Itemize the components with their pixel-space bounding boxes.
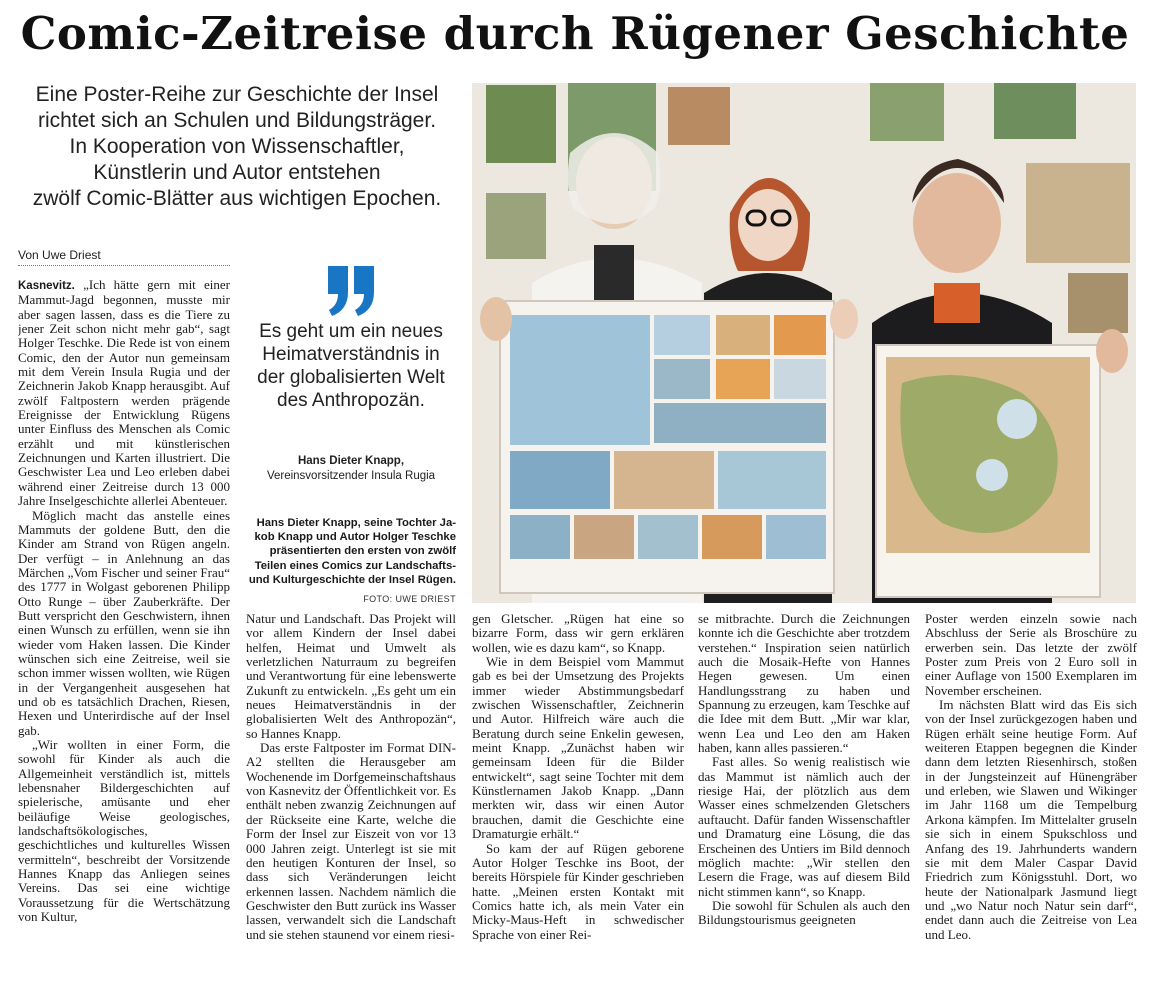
article-paragraph	[18, 278, 230, 509]
subhead-line: Eine Poster-Reihe zur Geschichte der Insel	[35, 83, 439, 106]
article-column-4	[698, 612, 910, 990]
caption-line: Hans Dieter Knapp, seine Tochter Ja-	[256, 517, 456, 529]
article-paragraph: Poster werden einzeln sowie nach Abschluss der Serie als Broschüre zu erwerben sein. Das letzte der zwölf Poster zum Preis von 2 Euro soll in einer Auflage von 1500 Exemplaren im November erscheinen.	[925, 612, 1137, 698]
article-paragraph: gen Gletscher. „Rügen hat eine so bizarre Form, dass wir gern erklären wollen, wie es dazu kam“, so Knapp.	[472, 612, 684, 655]
article-paragraph: Möglich macht das anstelle eines Mammuts der goldene Butt, den die Kinder am Strand von Rügen angeln. Der verfügt – in Anlehnung an das Märchen „Vom Fischer und seiner Frau“ des 1777 in Wolgast geborenen Philipp Otto Runge – über Zauberkräfte. Der Butt verspricht den Geschwistern, ihnen einen Wunsch zu erfüllen, wenn sie ihn wieder vom Haken lassen. Die Kinder wünschen sich eine Zeitreise, weil sie schon immer wissen wollten, wie Rügen in der Vergangenheit ausgesehen hat und ob es tatsächlich Drachen, Riesen, Hexen und Unterirdische auf der Insel gab.	[18, 507, 230, 738]
subhead-line: In Kooperation von Wissenschaftler,	[69, 135, 405, 158]
paragraph-text: „Ich hätte gern mit einer Mammut-Jagd begonnen, musste mir aber sagen lassen, dass es die Tiere zu jener Zeit schon nicht mehr gab“, sagt Holger Teschke. Die Rede ist von einem Comic, den der Autor nun gemeinsam mit dem Verein Insula Rugia und der Zeichnerin Jakob Knapp herausgibt. Auf zwölf Faltpostern werden prägende Ereignisse der Entwicklung Rügens unter Einfluss des Menschen als Comic erzählt und mit künstlerischen Zeichnungen und Karten illustriert. Die Geschwister Lea und Leo erleben dabei während einer Zeitreise durch 13 000 Jahre Inselgeschichte allerlei Abenteuer.	[18, 278, 230, 509]
photo-credit: FOTO: UWE DRIEST	[363, 594, 456, 604]
dateline: Kasnevitz.	[18, 280, 75, 292]
article-paragraph: Fast alles. So wenig realistisch wie das Mammut ist nämlich auch der riesige Hai, der plötzlich aus dem Wasser eines schmelzenden Gletschers auftaucht. Dafür fanden Wissenschaftler und Dramaturg eine Lösung, die das Erscheinen des Untiers im Bild dennoch möglich machte: „Wir stellen den Lesern die Frage, was auf diesem Bild nicht stimmen kann“, so Knapp.	[698, 754, 910, 899]
quote-author-role: Vereinsvorsitzender Insula Rugia	[266, 470, 436, 482]
article-photo	[472, 83, 1136, 603]
quote-mark-icon	[322, 266, 378, 316]
pull-quote-text: Es geht um ein neues Heimatverständnis in der globalisierten Welt des Anthropozän.	[257, 321, 445, 411]
article-paragraph: So kam der auf Rügen geborene Autor Holger Teschke ins Boot, der bereits Hörspiele für Kinder geschrieben hatte. „Meinen ersten Kontakt mit Comics hatte ich, als mein Vater ein Micky-Maus-Heft in schwedischer Sprache von einer Rei-	[472, 840, 684, 942]
article-column-3	[472, 612, 684, 990]
article-paragraph: „Wir wollten in einer Form, die sowohl für Kinder als auch die Allgemeinheit verständlich ist, mittels lebensnaher Bildergeschichten auf spielerische, amüsante und eher beiläufige Weise geologisches, landschaftsökologisches, geschichtliches und kulturelles Wissen vermitteln“, beschreibt der Vorsitzende Hannes Knapp das Anliegen seines Vereins. Das sei eine wichtige Voraussetzung für die Wertschätzung von Kultur,	[18, 737, 230, 925]
photo-illustration	[472, 83, 1136, 603]
subhead-line: richtet sich an Schulen und Bildungsträger.	[37, 109, 437, 132]
article-paragraph: Wie in dem Beispiel vom Mammut gab es bei der Umsetzung des Projekts immer wieder Abstimmungsbedarf zwischen Wissenschaftler, Zeichnerin und Autor. Hilfreich wäre auch die Beratung durch seine Enkelin gewesen, meint Knapp. „Zunächst haben wir gemeinsam Ideen für die Bilder entwickelt“, sagt seine Tochter mit dem Künstlernamen Jakob Knapp. „Dann merkten wir, dass wir einen Autor brauchen, damit die Geschichte eine Dramaturgie erhält.“	[472, 654, 684, 842]
caption-line: kob Knapp und Autor Holger Teschke	[254, 531, 456, 544]
article-column-2	[246, 612, 456, 990]
article-paragraph: se mitbrachte. Durch die Zeichnungen konnte ich die Geschichte aber trotzdem verstehen.“ Inspiration seien natürlich auch die Mosaik-Hefte von Hannes Hegen gewesen. Um einen Handlungsstrang zu haben und Spannung zu erzeugen, kam Teschke auf die Idee mit dem Butt. „Mir war klar, wenn Lea und Leo den am Haken haben, kann alles passieren.“	[698, 612, 910, 756]
photo-caption	[246, 516, 456, 587]
article-paragraph: Natur und Landschaft. Das Projekt will vor allem Kindern der Insel dabei helfen, Heimat und Umwelt als verletzlichen Naturraum zu begreifen und Verantwortung für eine lebenswerte Zukunft zu entwickeln. „Es geht um ein neues Heimatverständnis in der globalisierten Welt des Anthropozän“, so Hannes Knapp.	[246, 612, 456, 741]
pull-quote-attribution	[246, 454, 456, 484]
article-paragraph: Die sowohl für Schulen als auch den Bildungstourismus geeigneten	[698, 897, 910, 928]
byline: Von Uwe Driest	[18, 248, 230, 266]
quote-author-name: Hans Dieter Knapp,	[297, 455, 405, 467]
subhead-line: zwölf Comic-Blätter aus wichtigen Epochen.	[32, 187, 442, 210]
subhead-line: Künstlerin und Autor entstehen	[93, 161, 381, 184]
headline: Comic-Zeitreise durch Rügener Geschichte	[20, 7, 1130, 60]
article-paragraph: Im nächsten Blatt wird das Eis sich von der Insel zurückgezogen haben und Rügen erhält seine heutige Form. Auf weiteren Etappen begegnen die Kinder dann dem letzten Riesenhirsch, stoßen in der Jungsteinzeit auf Hünengräber und erleben, wie Slawen und Wikinger im Jahr 1168 um die Tempelburg Arkona kämpfen. Im Mittelalter gruseln sie sich in einem Spukschloss und Anfang des 19. Jahrhunderts wandern sie mit dem Maler Caspar David Friedrich zum Königsstuhl. Dort, wo heute der Nationalpark Jasmund liegt und „wo Natur noch Natur sein darf“, endet dann auch die Zeitreise von Lea und Leo.	[925, 697, 1137, 942]
subheadline	[14, 82, 460, 212]
article-column-1	[18, 278, 230, 990]
caption-line: präsentierten den ersten von zwölf	[269, 545, 456, 558]
article-paragraph: Das erste Faltposter im Format DIN-A2 stellten die Herausgeber am Wochenende im Dorfgemeinschaftshaus von Kasnevitz der Öffentlichkeit vor. Es enthält neben zwanzig Zeichnungen auf der Rückseite eine Karte, welche die Form der Insel zur Eiszeit von vor 13 000 Jahren zeigt. Unterlegt ist sie mit den heutigen Konturen der Insel, so dass sich Veränderungen leicht erkennen lassen. Nachdem nämlich die Geschwister den Butt zurück ins Wasser lassen, verwandelt sich die Landschaft und sie stehen staunend vor einem riesi-	[246, 740, 456, 942]
article-column-5	[925, 612, 1137, 990]
caption-line: und Kulturgeschichte der Insel Rügen.	[248, 573, 456, 586]
caption-line: Teilen eines Comics zur Landschafts-	[254, 559, 456, 572]
